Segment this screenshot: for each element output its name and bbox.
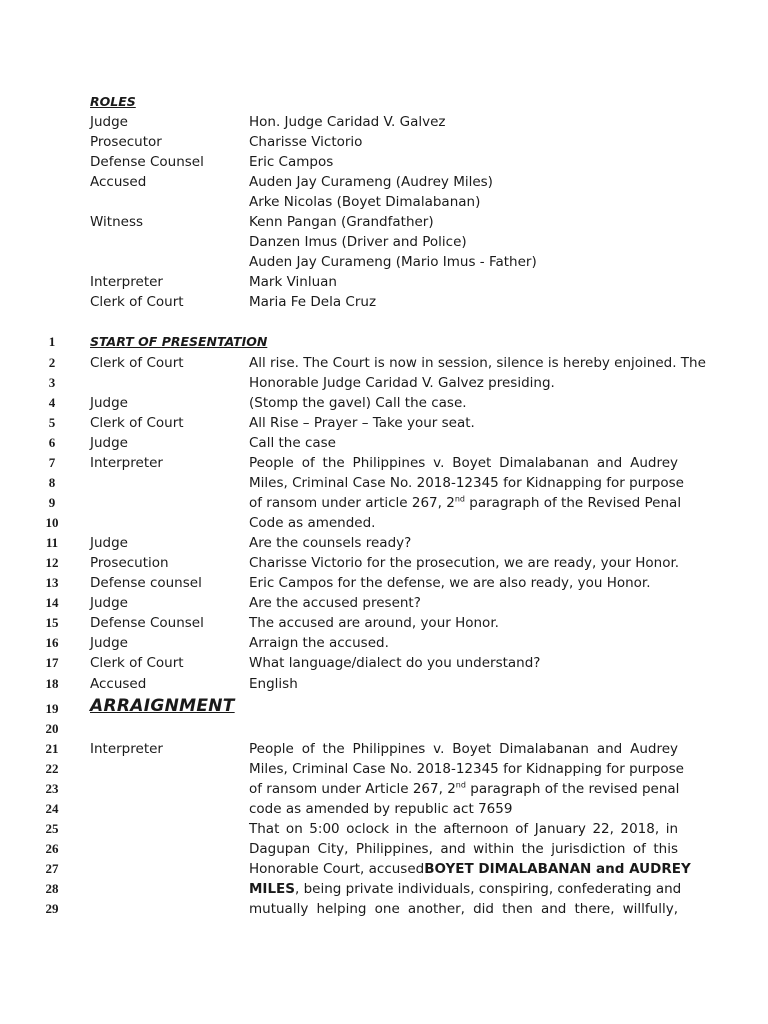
dialogue-text: [249, 493, 682, 513]
script-line: [0, 373, 768, 393]
line-number: 23: [45, 781, 59, 796]
dialogue-text: All Rise – Prayer – Take your seat.: [249, 415, 475, 431]
dialogue-text: code as amended by republic act 7659: [249, 801, 513, 817]
role-name: Charisse Victorio: [249, 134, 363, 150]
dialogue-text: Are the accused present?: [249, 595, 421, 611]
script-line: [0, 433, 768, 453]
accused-names-bold: BOYET DIMALABANAN and AUDREY: [424, 861, 691, 877]
role-name: Auden Jay Curameng (Audrey Miles): [249, 174, 493, 190]
script-line: [0, 553, 768, 573]
dialogue-text: mutually helping one another, did then and there, willfully,: [249, 901, 678, 917]
line-number: 10: [45, 515, 59, 530]
line-number: 21: [45, 741, 59, 756]
role-row: [0, 252, 768, 272]
script-line: [0, 413, 768, 433]
speaker-label: Judge: [90, 435, 128, 451]
role-label: Clerk of Court: [90, 294, 184, 310]
dialogue-text: People of the Philippines v. Boyet Dimalabanan and Audrey: [249, 741, 678, 757]
dialogue-text-part: paragraph of the Revised Penal: [464, 495, 682, 511]
speaker-label: Judge: [90, 595, 128, 611]
superscript-ordinal: nd: [455, 780, 466, 790]
line-number: 7: [48, 455, 56, 470]
dialogue-text: [249, 879, 682, 899]
script-line: [0, 739, 768, 759]
line-number: 4: [48, 395, 56, 410]
line-number: 20: [45, 721, 59, 736]
script-line: [0, 513, 768, 533]
line-number: 27: [45, 861, 59, 876]
role-row: [0, 232, 768, 252]
script-line: [0, 839, 768, 859]
line-number: 22: [45, 761, 59, 776]
dialogue-text: (Stomp the gavel) Call the case.: [249, 395, 467, 411]
dialogue-text: Honorable Judge Caridad V. Galvez presiding.: [249, 375, 555, 391]
line-number: 17: [45, 655, 59, 670]
dialogue-text: Miles, Criminal Case No. 2018-12345 for Kidnapping for purpose: [249, 761, 684, 777]
dialogue-text: Code as amended.: [249, 515, 376, 531]
dialogue-text: English: [249, 676, 298, 692]
line-number: 12: [45, 555, 59, 570]
line-number: 29: [45, 901, 59, 916]
speaker-label: Judge: [90, 395, 128, 411]
line-number: 25: [45, 821, 59, 836]
script-line: [0, 674, 768, 694]
dialogue-text: Charisse Victorio for the prosecution, we are ready, your Honor.: [249, 555, 680, 571]
role-label: Prosecutor: [90, 134, 162, 150]
dialogue-text: People of the Philippines v. Boyet Dimalabanan and Audrey: [249, 455, 678, 471]
dialogue-text-part: , being private individuals, conspiring, confederating and: [295, 881, 682, 897]
line-number: 24: [45, 801, 59, 816]
section-heading-start: START OF PRESENTATION: [90, 334, 268, 349]
speaker-label: Clerk of Court: [90, 355, 184, 371]
role-name: Danzen Imus (Driver and Police): [249, 234, 467, 250]
roles-heading-line: [0, 92, 768, 112]
script-line: [0, 653, 768, 673]
role-label: Witness: [90, 214, 144, 230]
role-label: Accused: [90, 174, 147, 190]
script-line: [0, 613, 768, 633]
role-row: [0, 132, 768, 152]
line-number: 13: [45, 575, 59, 590]
dialogue-text-part: of ransom under article 267, 2: [249, 495, 455, 511]
speaker-label: Clerk of Court: [90, 655, 184, 671]
role-name: Arke Nicolas (Boyet Dimalabanan): [249, 194, 481, 210]
script-line: [0, 353, 768, 373]
dialogue-text: What language/dialect do you understand?: [249, 655, 541, 671]
role-row: [0, 152, 768, 172]
line-number: 2: [48, 355, 56, 370]
dialogue-text-part: Honorable Court, accused: [249, 861, 425, 877]
role-name: Auden Jay Curameng (Mario Imus - Father): [249, 254, 537, 270]
line-number: 15: [45, 615, 59, 630]
line-number: 8: [48, 475, 56, 490]
dialogue-text: Call the case: [249, 435, 336, 451]
script-line: [0, 719, 768, 739]
role-name: Hon. Judge Caridad V. Galvez: [249, 114, 446, 130]
speaker-label: Clerk of Court: [90, 415, 184, 431]
dialogue-text-part: of ransom under Article 267, 2: [249, 781, 456, 797]
role-label: Judge: [90, 114, 128, 130]
line-number: 26: [45, 841, 59, 856]
script-line: [0, 759, 768, 779]
role-row: [0, 172, 768, 192]
role-name: Kenn Pangan (Grandfather): [249, 214, 434, 230]
speaker-label: Defense counsel: [90, 575, 202, 591]
role-row: [0, 212, 768, 232]
superscript-ordinal: nd: [454, 494, 465, 504]
role-row: [0, 292, 768, 312]
speaker-label: Interpreter: [90, 741, 163, 757]
dialogue-text: Dagupan City, Philippines, and within the jurisdiction of this: [249, 841, 678, 857]
speaker-label: Defense Counsel: [90, 615, 204, 631]
script-line: [0, 779, 768, 799]
dialogue-text: The accused are around, your Honor.: [249, 615, 499, 631]
role-row: [0, 112, 768, 132]
section-heading-arraignment: ARRAIGNMENT: [90, 696, 235, 716]
script-line: [0, 533, 768, 553]
script-line: [0, 696, 768, 720]
script-line: [0, 473, 768, 493]
speaker-label: Judge: [90, 535, 128, 551]
speaker-label: Accused: [90, 676, 147, 692]
speaker-label: Prosecution: [90, 555, 169, 571]
line-number: 28: [45, 881, 59, 896]
speaker-label: Judge: [90, 635, 128, 651]
dialogue-text: Arraign the accused.: [249, 635, 389, 651]
speaker-label: Interpreter: [90, 455, 163, 471]
script-line: [0, 799, 768, 819]
dialogue-text: [249, 779, 678, 799]
role-label: Defense Counsel: [90, 154, 204, 170]
script-line: [0, 332, 768, 352]
script-line: [0, 819, 768, 839]
line-number: 3: [48, 375, 56, 390]
line-number: 11: [45, 535, 59, 550]
dialogue-text: Eric Campos for the defense, we are also ready, you Honor.: [249, 575, 651, 591]
line-number: 19: [45, 701, 59, 716]
dialogue-text: All rise. The Court is now in session, silence is hereby enjoined. The: [249, 355, 706, 371]
line-number: 18: [45, 676, 59, 691]
script-line: [0, 593, 768, 613]
line-number: 16: [45, 635, 59, 650]
dialogue-text: That on 5:00 oclock in the afternoon of January 22, 2018, in: [249, 821, 678, 837]
roles-heading: ROLES: [90, 94, 136, 109]
script-line: [0, 633, 768, 653]
dialogue-text: [249, 859, 691, 879]
dialogue-text: Miles, Criminal Case No. 2018-12345 for Kidnapping for purpose: [249, 475, 684, 491]
role-row: [0, 192, 768, 212]
line-number: 5: [48, 415, 56, 430]
line-number: 9: [48, 495, 56, 510]
role-name: Eric Campos: [249, 154, 334, 170]
dialogue-text: Are the counsels ready?: [249, 535, 412, 551]
script-line: [0, 393, 768, 413]
script-line: [0, 493, 768, 513]
accused-name-bold: MILES: [249, 881, 296, 897]
role-label: Interpreter: [90, 274, 163, 290]
role-name: Maria Fe Dela Cruz: [249, 294, 377, 310]
script-line: [0, 573, 768, 593]
script-line: [0, 899, 768, 919]
line-number: 14: [45, 595, 59, 610]
role-name: Mark Vinluan: [249, 274, 337, 290]
dialogue-text-part: paragraph of the revised penal: [465, 781, 680, 797]
line-number: 6: [48, 435, 56, 450]
role-row: [0, 272, 768, 292]
script-line: [0, 453, 768, 473]
line-number: 1: [48, 334, 56, 349]
script-line: [0, 879, 768, 899]
script-line: [0, 859, 768, 879]
